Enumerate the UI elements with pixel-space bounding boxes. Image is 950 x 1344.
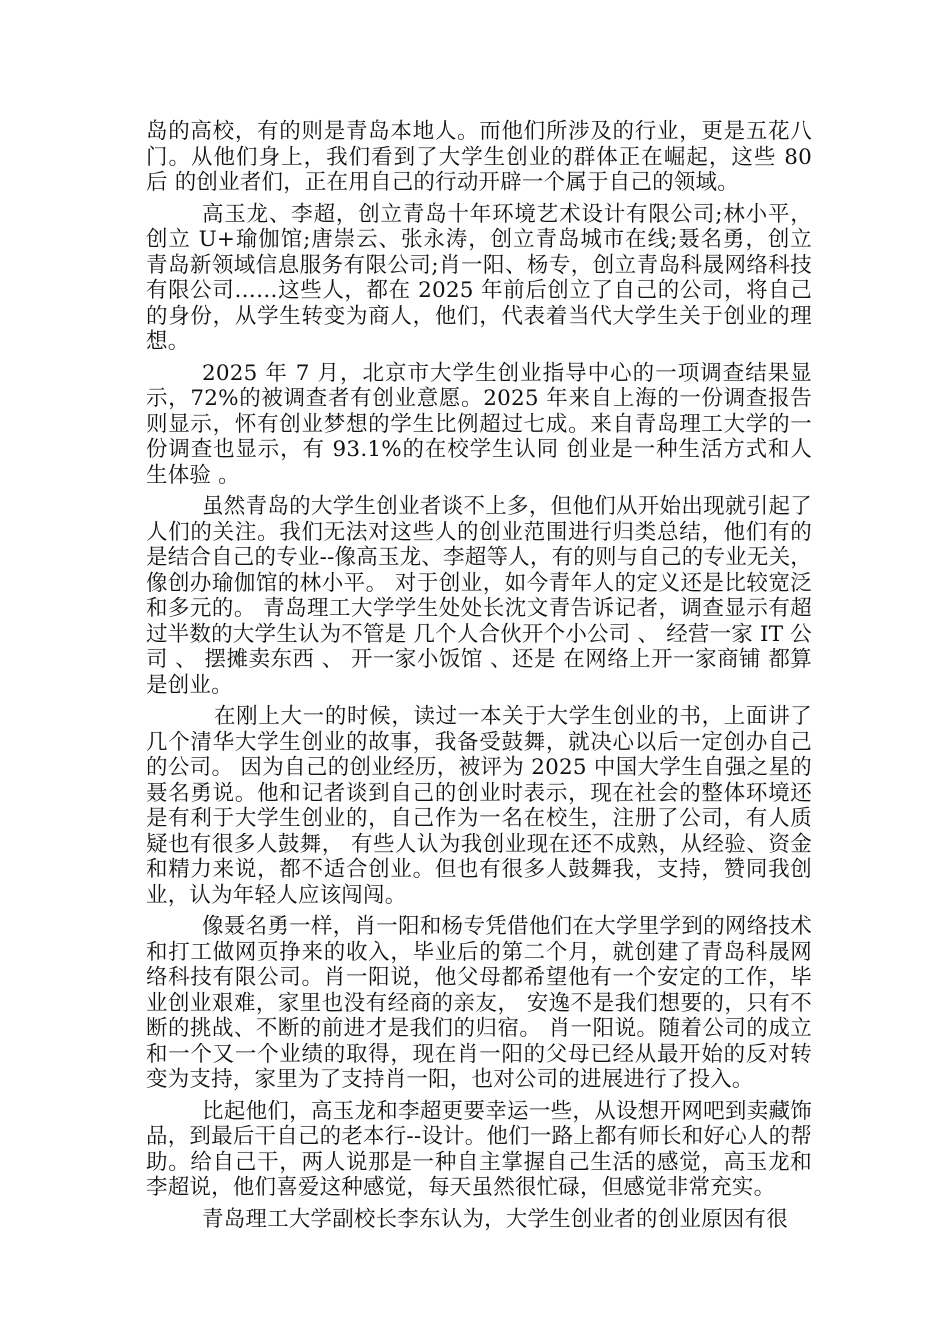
- paragraph-6: 像聂名勇一样，肖一阳和杨专凭借他们在大学里学到的网络技术和打工做网页挣来的收入，毕业后的第二个月，就创建了青岛科晟网络科技有限公司。肖一阳说，他父母都希望他有一个安定的工作，毕业创业艰难，家里也没有经商的亲友， 安逸不是我们想要的，只有不断的挑战、不断的前进才是我们的归宿。 肖一阳说。随着公司的成立和一个又一个业绩的取得，现在肖一阳的父母已经从最开始的反对转变为支持，家里为了支持肖一阳，也对公司的进展进行了投入。: [146, 914, 812, 1092]
- article-body: [146, 119, 812, 1238]
- paragraph-2: 高玉龙、李超，创立青岛十年环境艺术设计有限公司;林小平，创立 U+瑜伽馆;唐崇云、张永涛，创立青岛城市在线;聂名勇，创立青岛新领域信息服务有限公司;肖一阳、杨专，创立青岛科晟网络科技有限公司……这些人，都在 2025 年前后创立了自己的公司，将自己的身份，从学生转变为商人，他们，代表着当代大学生关于创业的理想。: [146, 201, 812, 354]
- paragraph-3: 2025 年 7 月，北京市大学生创业指导中心的一项调查结果显示，72%的被调查者有创业意愿。2025 年来自上海的一份调查报告则显示，怀有创业梦想的学生比例超过七成。来自青岛理工大学的一份调查也显示，有 93.1%的在校学生认同 创业是一种生活方式和人生体验 。: [146, 360, 812, 488]
- paragraph-4: 虽然青岛的大学生创业者谈不上多，但他们从开始出现就引起了人们的关注。我们无法对这些人的创业范围进行归类总结，他们有的是结合自己的专业--像高玉龙、李超等人，有的则与自己的专业无关，像创办瑜伽馆的林小平。 对于创业，如今青年人的定义还是比较宽泛和多元的。 青岛理工大学学生处处长沈文青告诉记者，调查显示有超过半数的大学生认为不管是 几个人合伙开个小公司 、 经营一家 IT 公司 、 摆摊卖东西 、 开一家小饭馆 、还是 在网络上开一家商铺 都算是创业。: [146, 494, 813, 698]
- paragraph-1: 岛的高校，有的则是青岛本地人。而他们所涉及的行业，更是五花八门。从他们身上，我们看到了大学生创业的群体正在崛起，这些 80 后 的创业者们，正在用自己的行动开辟一个属于自己的领域。: [146, 119, 812, 195]
- paragraph-7: 比起他们，高玉龙和李超更要幸运一些，从设想开网吧到卖藏饰品，到最后干自己的老本行--设计。他们一路上都有师长和好心人的帮助。给自己干，两人说那是一种自主掌握自己生活的感觉，高玉龙和李超说，他们喜爱这种感觉，每天虽然很忙碌，但感觉非常充实。: [146, 1098, 812, 1200]
- paragraph-5: 在刚上大一的时候，读过一本关于大学生创业的书，上面讲了几个清华大学生创业的故事，我备受鼓舞，就决心以后一定创办自己的公司。 因为自己的创业经历，被评为 2025 中国大学生自强之星的聂名勇说。他和记者谈到自己的创业时表示，现在社会的整体环境还是有利于大学生创业的，自己作为一名在校生，注册了公司，有人质疑也有很多人鼓舞， 有些人认为我创业现在还不成熟，从经验、资金和精力来说，都不适合创业。但也有很多人鼓舞我，支持，赞同我创业，认为年轻人应该闯闯。: [146, 704, 812, 908]
- paragraph-8: 青岛理工大学副校长李东认为，大学生创业者的创业原因有很: [202, 1206, 788, 1232]
